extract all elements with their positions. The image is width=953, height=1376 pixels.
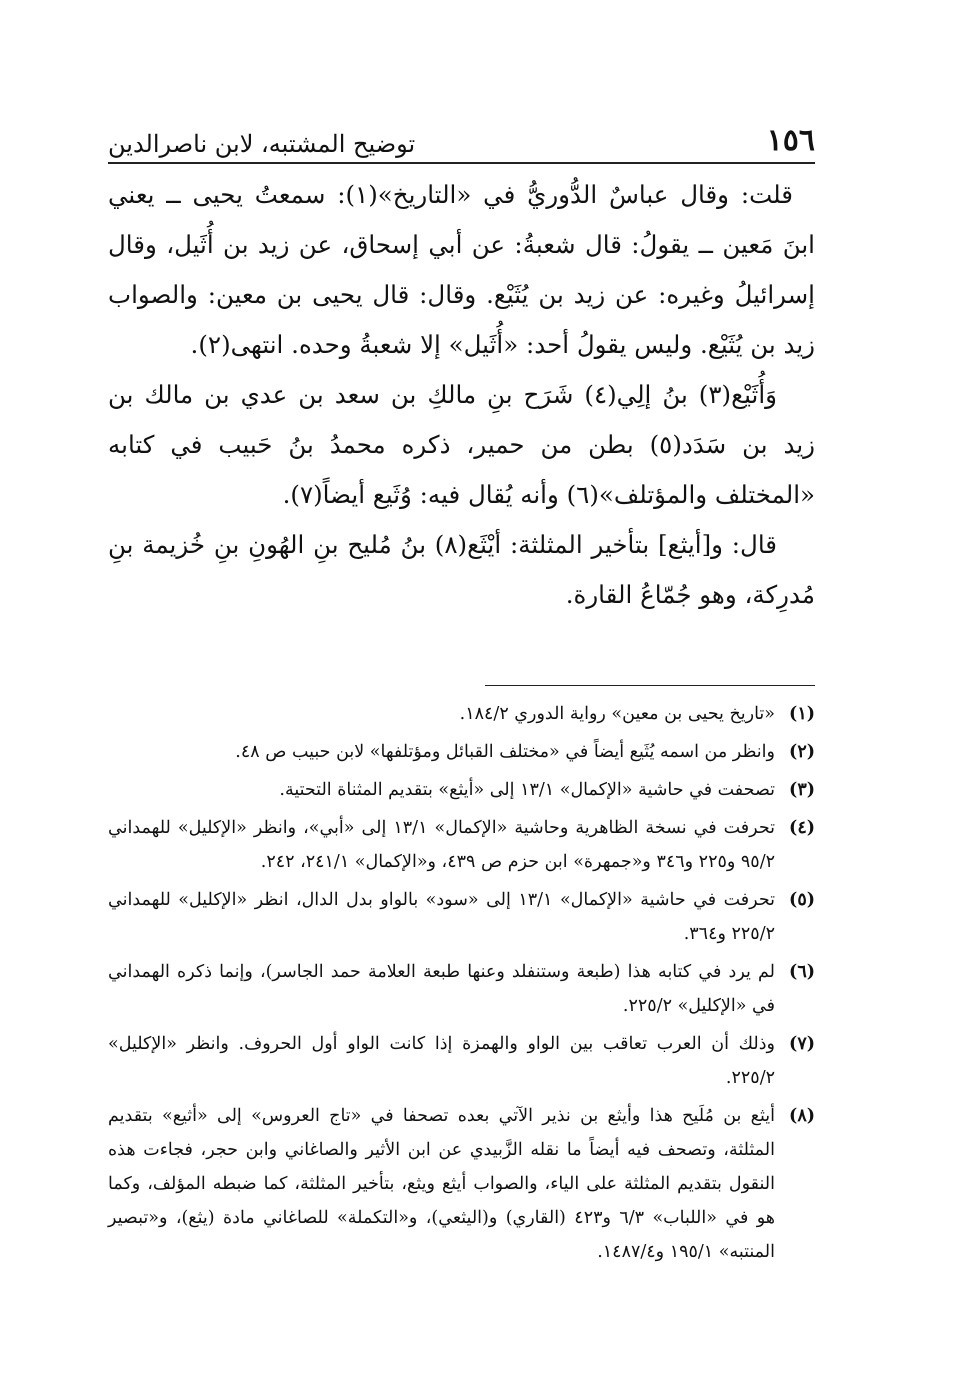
footnote-text: لم يرد في كتابه هذا (طبعة وستنفلد وعنها طبعة العلامة حمد الجاسر)، وإنما ذكره الهمداني في «الإكليل» ٢٢٥/٢. [108,962,775,1016]
footnote-number: (٨) [789,1106,815,1126]
page-header [108,118,815,158]
paragraph-2: وَأُثَيْع(٣) بنُ إلِي(٤) شَرَح بنِ مالكِ بن سعد بن عدي بن مالك بن زيد بن سَدَد(٥) بطن من حمير، ذكره محمدُ بنُ حَبيب في كتابه «المختلف والمؤتلف»(٦) وأنه يُقال فيه: وُثَيع أيضاً(٧). [108,380,815,509]
footnote-5 [108,883,815,951]
footnote-number: (٦) [789,962,815,982]
footnote-7 [108,1027,815,1095]
footnote-text: وذلك أن العرب تعاقب بين الواو والهمزة إذا كانت الواو أول الحروف. وانظر «الإكليل» ٢٢٥/٢. [108,1034,775,1088]
footnote-text: وانظر من اسمه يُثَيع أيضاً في «مختلف القبائل ومؤتلفها» لابن حبيب ص ٤٨. [235,742,775,762]
footnote-text: تحرفت في حاشية «الإكمال» ١٣/١ إلى «سود» بالواو بدل الدال، انظر «الإكليل» للهمداني ٢٢٥/٢ و٣٦٤. [108,890,775,944]
footnote-text: تصحفت في حاشية «الإكمال» ١٣/١ إلى «أيثع» بتقديم المثناة التحتية. [279,780,775,800]
footnote-number: (٣) [789,780,815,800]
footnote-number: (٧) [789,1034,815,1054]
footnotes [108,697,815,1273]
footnote-1 [108,697,815,731]
running-title: توضيح المشتبه، لابن ناصرالدين [108,130,416,158]
footnote-text: «تاريخ يحيى بن معين» رواية الدوري ١٨٤/٢. [459,704,775,724]
paragraph-1: قلت: وقال عباسٌ الدُّوريُّ في «التاريخ»(١): سمعتُ يحيى ــ يعني ابنَ مَعين ــ يقولُ: قال شعبةُ: عن أبي إسحاق، عن زيد بن أُثَيل، وقال إسرائيلُ وغيره: عن زيد بن يُثَيْع. وقال: قال يحيى بن معين: والصواب زيد بن يُثَيْع. وليس يقولُ أحد: «أُثَيل» إلا شعبةُ وحده. انتهى(٢). [108,180,815,359]
page-number: ١٥٦ [766,123,815,158]
footnote-4 [108,811,815,879]
footnote-rule [485,685,815,686]
footnote-number: (٥) [789,890,815,910]
footnote-8 [108,1099,815,1269]
footnote-3 [108,773,815,807]
footnote-number: (٢) [789,742,815,762]
header-rule [108,162,815,164]
footnote-6 [108,955,815,1023]
footnote-number: (٤) [789,818,815,838]
main-text [108,170,815,620]
footnote-text: تحرفت في نسخة الظاهرية وحاشية «الإكمال» ١٣/١ إلى «أبي»، وانظر «الإكليل» للهمداني ٩٥/٢ و٢٢٥ و٣٤٦ و«جمهرة» ابن حزم ص ٤٣٩، و«الإكمال» ٢٤١/١، ٢٤٢. [108,818,776,872]
paragraph-3: قال: و[أيثع] بتأخير المثلثة: أيْثَع(٨) بنُ مُليح بنِ الهُونِ بنِ خُزيمة بنِ مُدرِكة، وهو جُمّاعُ القارة. [108,530,815,609]
footnote-text: أيثع بن مُلَيح هذا وأيثع بن نذير الآتي بعده تصحفا في «تاج العروس» إلى «أثيع» بتقديم المثلثة، وتصحف فيه أيضاً ما نقله الزَّبيدي عن ابن الأثير والصاغاني وابن حجر، فجاءت هذه النقول بتقديم المثلثة على الياء، والصواب أيثع ويثع، بتأخير المثلثة، كما ضبطه المؤلف، وكما هو في «اللباب» ٦/٣ و٤٢٣ (القاري) و(اليثعي)، و«التكملة» للصاغاني مادة (يثع)، و«تبصير المنتبه» ١٩٥/١ و١٤٨٧/٤. [108,1106,775,1262]
footnote-2 [108,735,815,769]
footnote-number: (١) [789,704,815,724]
